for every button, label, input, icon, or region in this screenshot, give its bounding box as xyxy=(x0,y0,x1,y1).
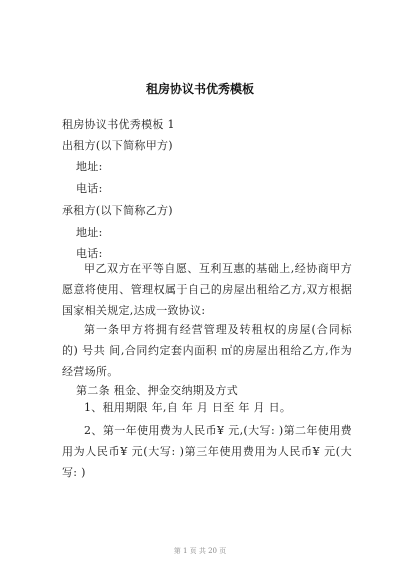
intro-paragraph: 甲乙双方在平等自愿、互利互惠的基础上,经协商甲方愿意将使用、管理权属于自己的房屋出租给乙方,双方根据国家相关规定,达成一致协议: xyxy=(62,262,352,317)
lessee-label: 承租方(以下简称乙方) xyxy=(62,204,173,217)
clause-1-paragraph: 1、租用期限 年,自 年 月 日至 年 月 日。 xyxy=(84,401,292,414)
lessor-phone-label: 电话: xyxy=(76,182,103,195)
lessor-label: 出租方(以下简称甲方) xyxy=(62,139,173,152)
document-title: 租房协议书优秀模板 xyxy=(145,82,254,96)
page-footer: 第 1 页 共 20 页 xyxy=(173,547,227,555)
lessee-address-label: 地址: xyxy=(76,226,103,239)
clause-2-paragraph: 2、第一年使用费为人民币¥ 元,(大写: )第二年使用费用为人民币¥ 元(大写: )第三年使用费用为人民币¥ 元(大写: ) xyxy=(62,424,352,479)
article-2-title: 第二条 租金、押金交纳期及方式 xyxy=(76,384,238,397)
article-1-paragraph: 第一条甲方将拥有经营管理及转租权的房屋(合同标的) 号共 间,合同约定套内面积 ㎡的房屋出租给乙方,作为 经营场所。 xyxy=(62,323,352,378)
template-heading: 租房协议书优秀模板 1 xyxy=(62,118,175,131)
lessor-address-label: 地址: xyxy=(76,160,103,173)
lessee-phone-label: 电话: xyxy=(76,247,103,260)
